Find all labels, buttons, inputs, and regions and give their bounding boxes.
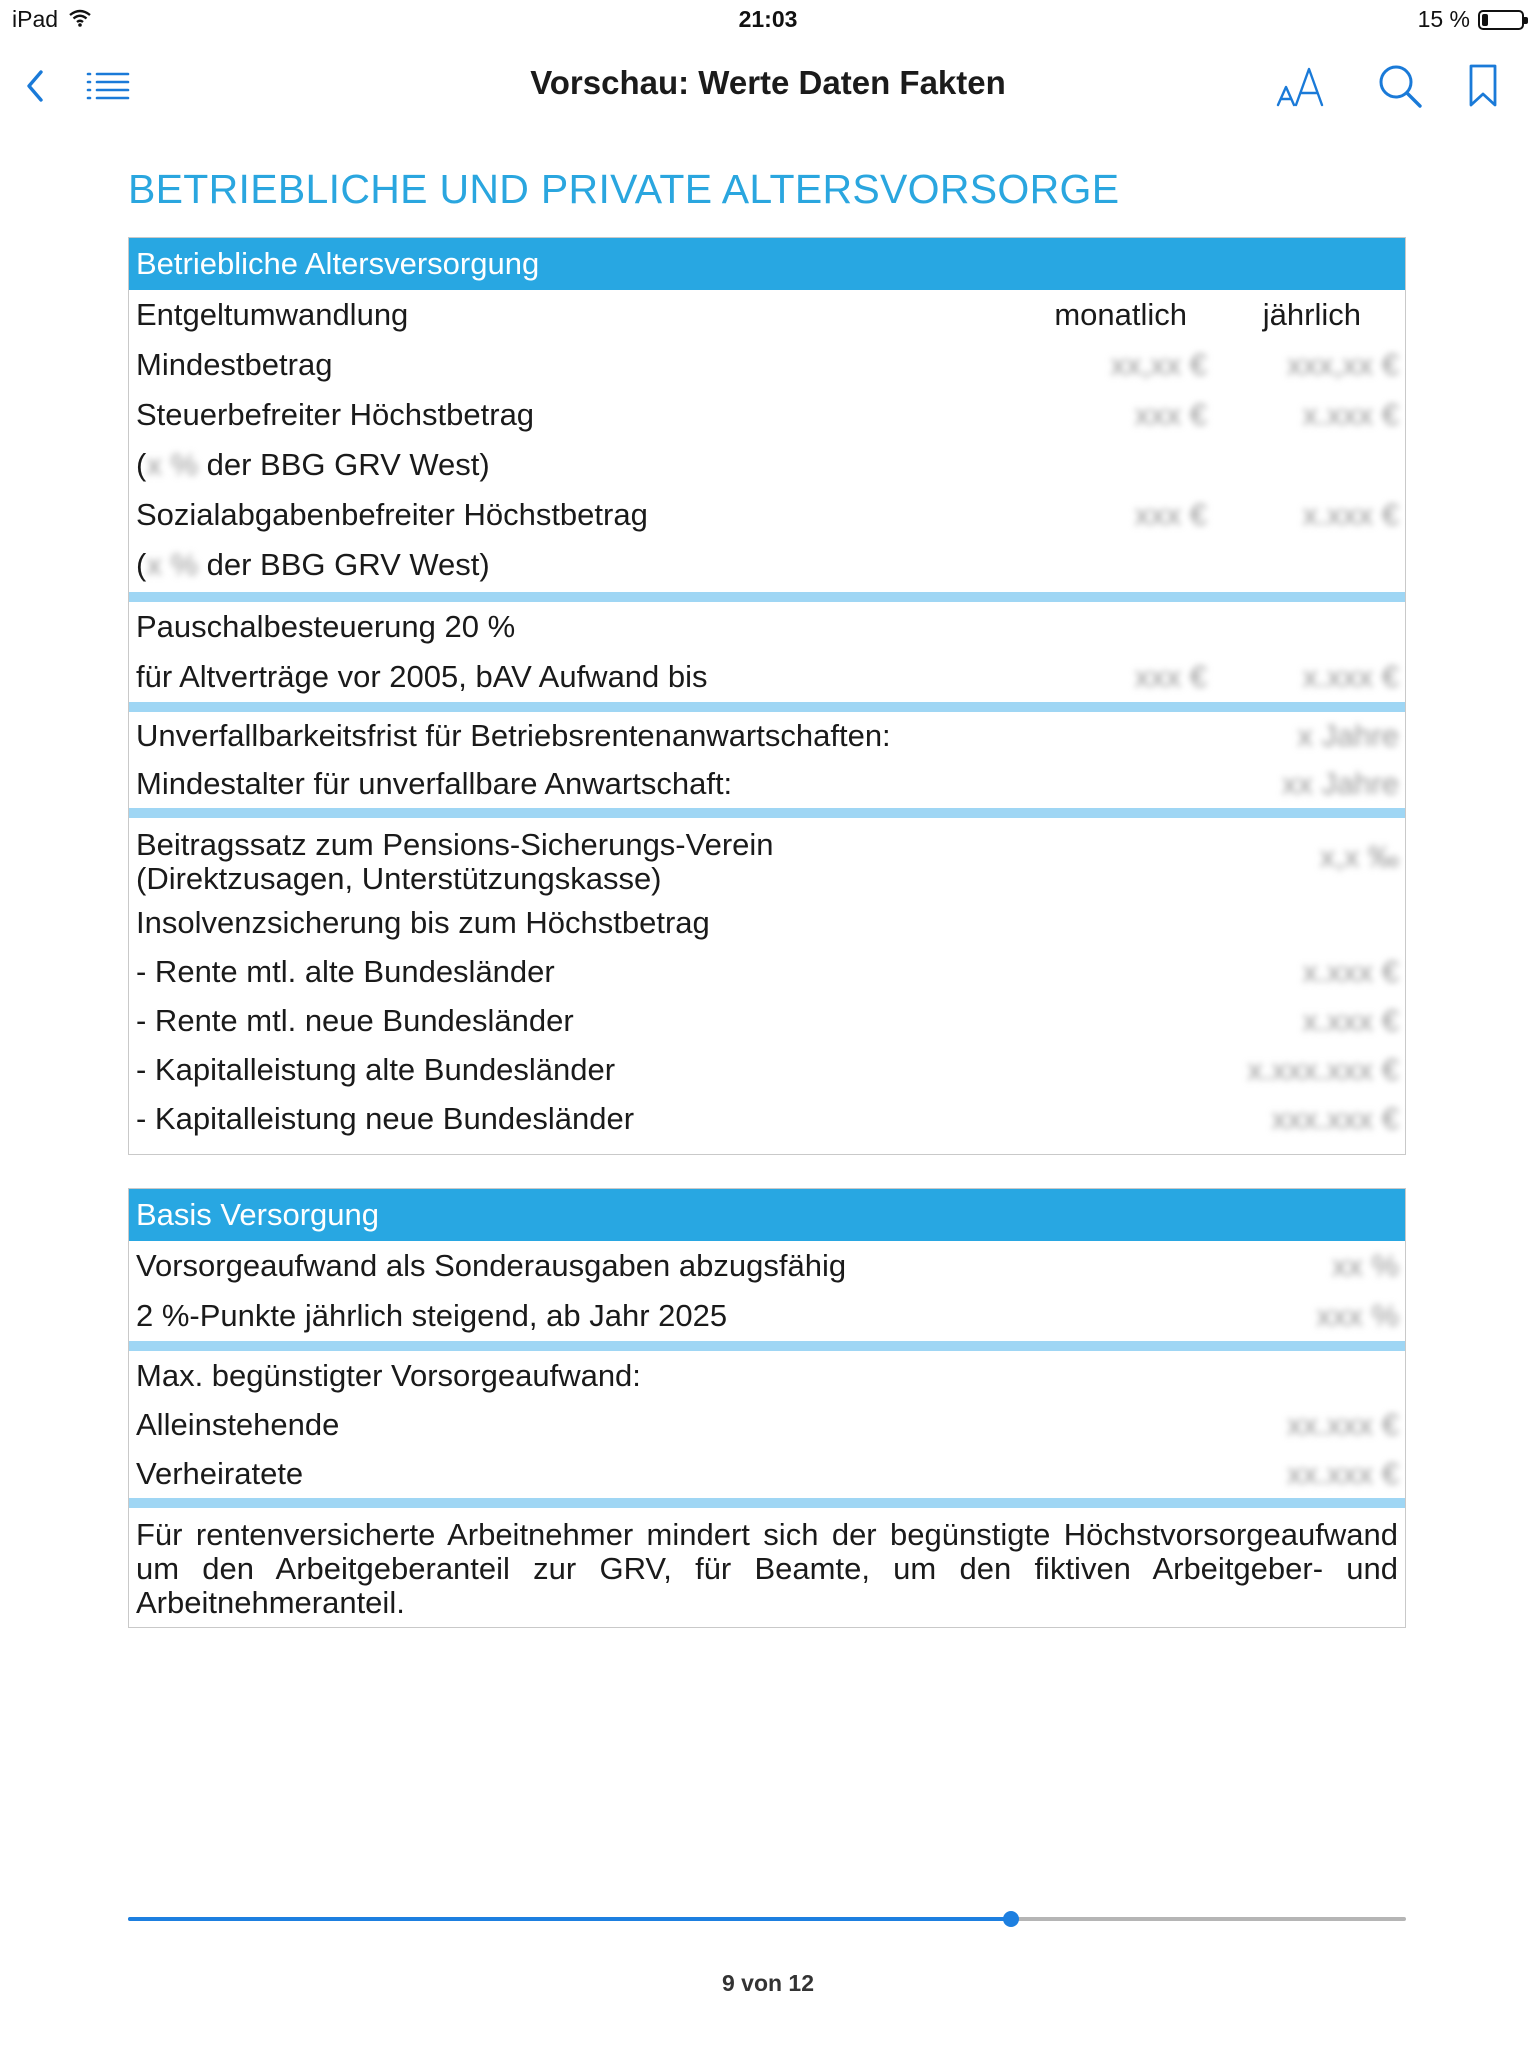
table-row bbox=[129, 490, 1405, 540]
row-label: Pauschalbesteuerung 20 % bbox=[136, 609, 516, 644]
section-header: Betriebliche Altersversorgung bbox=[129, 238, 1405, 290]
row-label: Max. begünstigter Vorsorgeaufwand: bbox=[136, 1358, 641, 1393]
page-slider-knob[interactable] bbox=[1003, 1911, 1019, 1927]
value-yearly: x.xxx € bbox=[1302, 1003, 1399, 1038]
column-header-yearly: jährlich bbox=[1262, 297, 1361, 332]
value-yearly: xxx % bbox=[1316, 1298, 1399, 1333]
status-time: 21:03 bbox=[738, 6, 798, 32]
nav-title: Vorschau: Werte Daten Fakten bbox=[530, 64, 1006, 101]
table-row bbox=[129, 760, 1405, 808]
value-monthly: xxx € bbox=[1134, 497, 1207, 532]
row-label: - Kapitalleistung neue Bundesländer bbox=[136, 1101, 635, 1136]
bookmark-icon bbox=[1467, 63, 1499, 114]
device-name: iPad bbox=[12, 6, 59, 32]
table-row bbox=[129, 340, 1405, 390]
value-yearly: x,x ‰ bbox=[1319, 839, 1399, 874]
row-label: Vorsorgeaufwand als Sonderausgaben abzugsfähig bbox=[136, 1248, 847, 1283]
value-monthly: xx,xx € bbox=[1110, 347, 1207, 382]
value-yearly: xx % bbox=[1331, 1248, 1399, 1283]
row-label bbox=[136, 547, 490, 582]
table-row bbox=[129, 818, 1405, 898]
table-row bbox=[129, 1094, 1405, 1143]
row-label: Insolvenzsicherung bis zum Höchstbetrag bbox=[136, 905, 710, 940]
value-yearly: xx.xxx € bbox=[1287, 1407, 1399, 1442]
row-label: - Kapitalleistung alte Bundesländer bbox=[136, 1052, 616, 1087]
text-size-icon bbox=[1275, 63, 1329, 114]
section-betriebliche-altersversorgung bbox=[128, 237, 1406, 1155]
value-yearly: xx Jahre bbox=[1281, 766, 1399, 801]
table-row bbox=[129, 1045, 1405, 1094]
row-label: Verheiratete bbox=[136, 1456, 304, 1491]
row-separator bbox=[129, 1341, 1405, 1351]
column-header-monthly: monatlich bbox=[1054, 297, 1187, 332]
row-separator bbox=[129, 592, 1405, 602]
nav-bar bbox=[0, 40, 1536, 130]
value-yearly: x.xxx € bbox=[1302, 954, 1399, 989]
table-row bbox=[129, 712, 1405, 760]
row-label-rest: der BBG GRV West) bbox=[198, 447, 490, 482]
bookmark-button[interactable] bbox=[1455, 60, 1511, 116]
row-label-open: ( bbox=[136, 547, 147, 582]
value-monthly: xxx € bbox=[1134, 659, 1207, 694]
table-row bbox=[129, 602, 1405, 652]
search-icon bbox=[1377, 63, 1423, 114]
table-row bbox=[129, 390, 1405, 440]
table-row bbox=[129, 440, 1405, 490]
value-monthly: xxx € bbox=[1134, 397, 1207, 432]
table-row bbox=[129, 1241, 1405, 1291]
table-row bbox=[129, 290, 1405, 340]
section-note: Für rentenversicherte Arbeitnehmer mindert sich der begünstigte Höchstvorsorgeaufwand um den Arbeitgeberanteil zur GRV, für Beamte, um den fiktiven Arbeitgeber- und Arbeitnehmeranteil. bbox=[136, 1517, 1398, 1620]
section-header: Basis Versorgung bbox=[129, 1189, 1405, 1241]
text-size-button[interactable] bbox=[1274, 60, 1330, 116]
battery-percent: 15 % bbox=[1417, 6, 1470, 32]
value-yearly: xxx,xx € bbox=[1287, 347, 1399, 382]
row-label: Entgeltumwandlung bbox=[136, 297, 409, 332]
table-row bbox=[129, 1449, 1405, 1498]
row-label: Sozialabgabenbefreiter Höchstbetrag bbox=[136, 497, 648, 532]
page-slider-progress bbox=[128, 1917, 1011, 1921]
row-label: - Rente mtl. alte Bundesländer bbox=[136, 954, 555, 989]
row-label-secondary: (Direktzusagen, Unterstützungskasse) bbox=[136, 861, 662, 896]
page-heading: BETRIEBLICHE UND PRIVATE ALTERSVORSORGE bbox=[128, 166, 1120, 212]
row-label: Alleinstehende bbox=[136, 1407, 340, 1442]
row-separator bbox=[129, 808, 1405, 818]
row-label: Unverfallbarkeitsfrist für Betriebsrentenanwartschaften: bbox=[136, 718, 891, 753]
table-row bbox=[129, 1291, 1405, 1341]
table-row bbox=[129, 996, 1405, 1045]
blurred-percent: x % bbox=[146, 547, 199, 582]
row-label-open: ( bbox=[136, 447, 147, 482]
value-yearly: xxx.xxx € bbox=[1271, 1101, 1399, 1136]
page-slider[interactable] bbox=[128, 1917, 1406, 1921]
status-bar bbox=[0, 0, 1536, 40]
row-label: - Rente mtl. neue Bundesländer bbox=[136, 1003, 574, 1038]
value-yearly: x.xxx € bbox=[1302, 659, 1399, 694]
value-yearly: x Jahre bbox=[1297, 718, 1399, 753]
value-yearly: x.xxx € bbox=[1302, 397, 1399, 432]
row-label: Beitragssatz zum Pensions-Sicherungs-Verein bbox=[136, 827, 774, 862]
page-indicator: 9 von 12 bbox=[721, 1970, 815, 1996]
row-label: Mindestbetrag bbox=[136, 347, 333, 382]
row-separator bbox=[129, 1498, 1405, 1508]
row-label: für Altverträge vor 2005, bAV Aufwand bis bbox=[136, 659, 708, 694]
row-label bbox=[136, 447, 490, 482]
table-row bbox=[129, 1400, 1405, 1449]
battery-icon bbox=[1478, 10, 1524, 30]
section-basis-versorgung bbox=[128, 1188, 1406, 1628]
table-row bbox=[129, 652, 1405, 702]
row-label: Steuerbefreiter Höchstbetrag bbox=[136, 397, 535, 432]
table-row bbox=[129, 947, 1405, 996]
row-separator bbox=[129, 702, 1405, 712]
row-label: 2 %-Punkte jährlich steigend, ab Jahr 2025 bbox=[136, 1298, 728, 1333]
table-row bbox=[129, 898, 1405, 947]
row-label: Mindestalter für unverfallbare Anwartschaft: bbox=[136, 766, 733, 801]
row-label-rest: der BBG GRV West) bbox=[198, 547, 490, 582]
value-yearly: xx.xxx € bbox=[1287, 1456, 1399, 1491]
table-row bbox=[129, 540, 1405, 592]
blurred-percent: x % bbox=[146, 447, 199, 482]
table-row bbox=[129, 1351, 1405, 1400]
value-yearly: x.xxx € bbox=[1302, 497, 1399, 532]
value-yearly: x.xxx.xxx € bbox=[1247, 1052, 1399, 1087]
search-button[interactable] bbox=[1372, 60, 1428, 116]
